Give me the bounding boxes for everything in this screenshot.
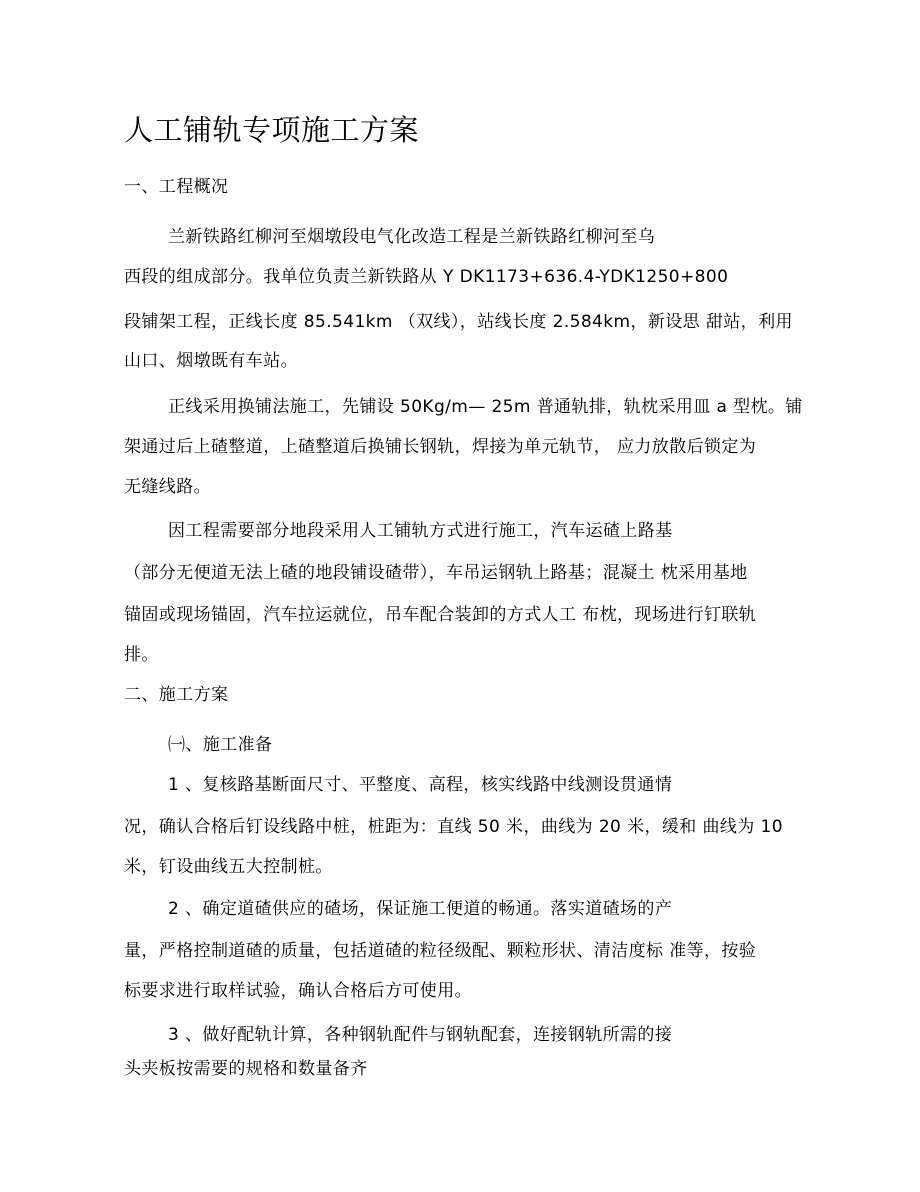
paragraph-line: 山口、烟墩既有车站。 xyxy=(124,351,298,371)
paragraph-line: 正线采用换铺法施工，先铺设 50Kg/m— 25m 普通轨排，轨枕采用皿 a 型枕。铺 xyxy=(168,397,803,417)
paragraph-line: 因工程需要部分地段采用人工铺轨方式进行施工，汽车运碴上路基 xyxy=(168,521,673,541)
paragraph-line: 锚固或现场锚固，汽车拉运就位，吊车配合装卸的方式人工 布枕，现场进行钉联轨 xyxy=(124,605,757,625)
paragraph-line: 兰新铁路红柳河至烟墩段电气化改造工程是兰新铁路红柳河至乌 xyxy=(168,227,656,247)
paragraph-line: （部分无便道无法上碴的地段铺设碴带），车吊运钢轨上路基；混凝土 枕采用基地 xyxy=(124,563,748,583)
list-item-line: 况，确认合格后钉设线路中桩，桩距为：直线 50 米，曲线为 20 米，缓和 曲线为 10 xyxy=(124,817,783,837)
list-item-line: 1 、复核路基断面尺寸、平整度、高程，核实线路中线测设贯通情 xyxy=(168,775,673,795)
list-item-line: 米，钉设曲线五大控制桩。 xyxy=(124,857,333,877)
list-item-line: 头夹板按需要的规格和数量备齐 xyxy=(124,1059,368,1079)
list-item-line: 标要求进行取样试验，确认合格后方可使用。 xyxy=(124,981,472,1001)
list-item-line: 2 、确定道碴供应的碴场，保证施工便道的畅通。落实道碴场的产 xyxy=(168,899,673,919)
paragraph-line: 西段的组成部分。我单位负责兰新铁路从 Y DK1173+636.4-YDK1250+800 xyxy=(124,267,729,287)
paragraph-line: 架通过后上碴整道，上碴整道后换铺长钢轨，焊接为单元轨节， 应力放散后锁定为 xyxy=(124,437,757,457)
list-item-line: 3 、做好配轨计算，各种钢轨配件与钢轨配套，连接钢轨所需的接 xyxy=(168,1025,673,1045)
section-heading-plan: 二、施工方案 xyxy=(124,685,229,705)
section-heading-overview: 一、工程概况 xyxy=(124,177,229,197)
list-item-line: 量，严格控制道碴的质量，包括道碴的粒径级配、颗粒形状、清洁度标 准等，按验 xyxy=(124,941,757,961)
subsection-heading-preparation: ㈠、施工准备 xyxy=(168,735,273,755)
paragraph-line: 段铺架工程，正线长度 85.541km （双线），站线长度 2.584km，新设思 甜站，利用 xyxy=(124,312,793,332)
paragraph-line: 无缝线路。 xyxy=(124,477,211,497)
paragraph-line: 排。 xyxy=(124,645,159,665)
document-title: 人工铺轨专项施工方案 xyxy=(124,113,420,147)
